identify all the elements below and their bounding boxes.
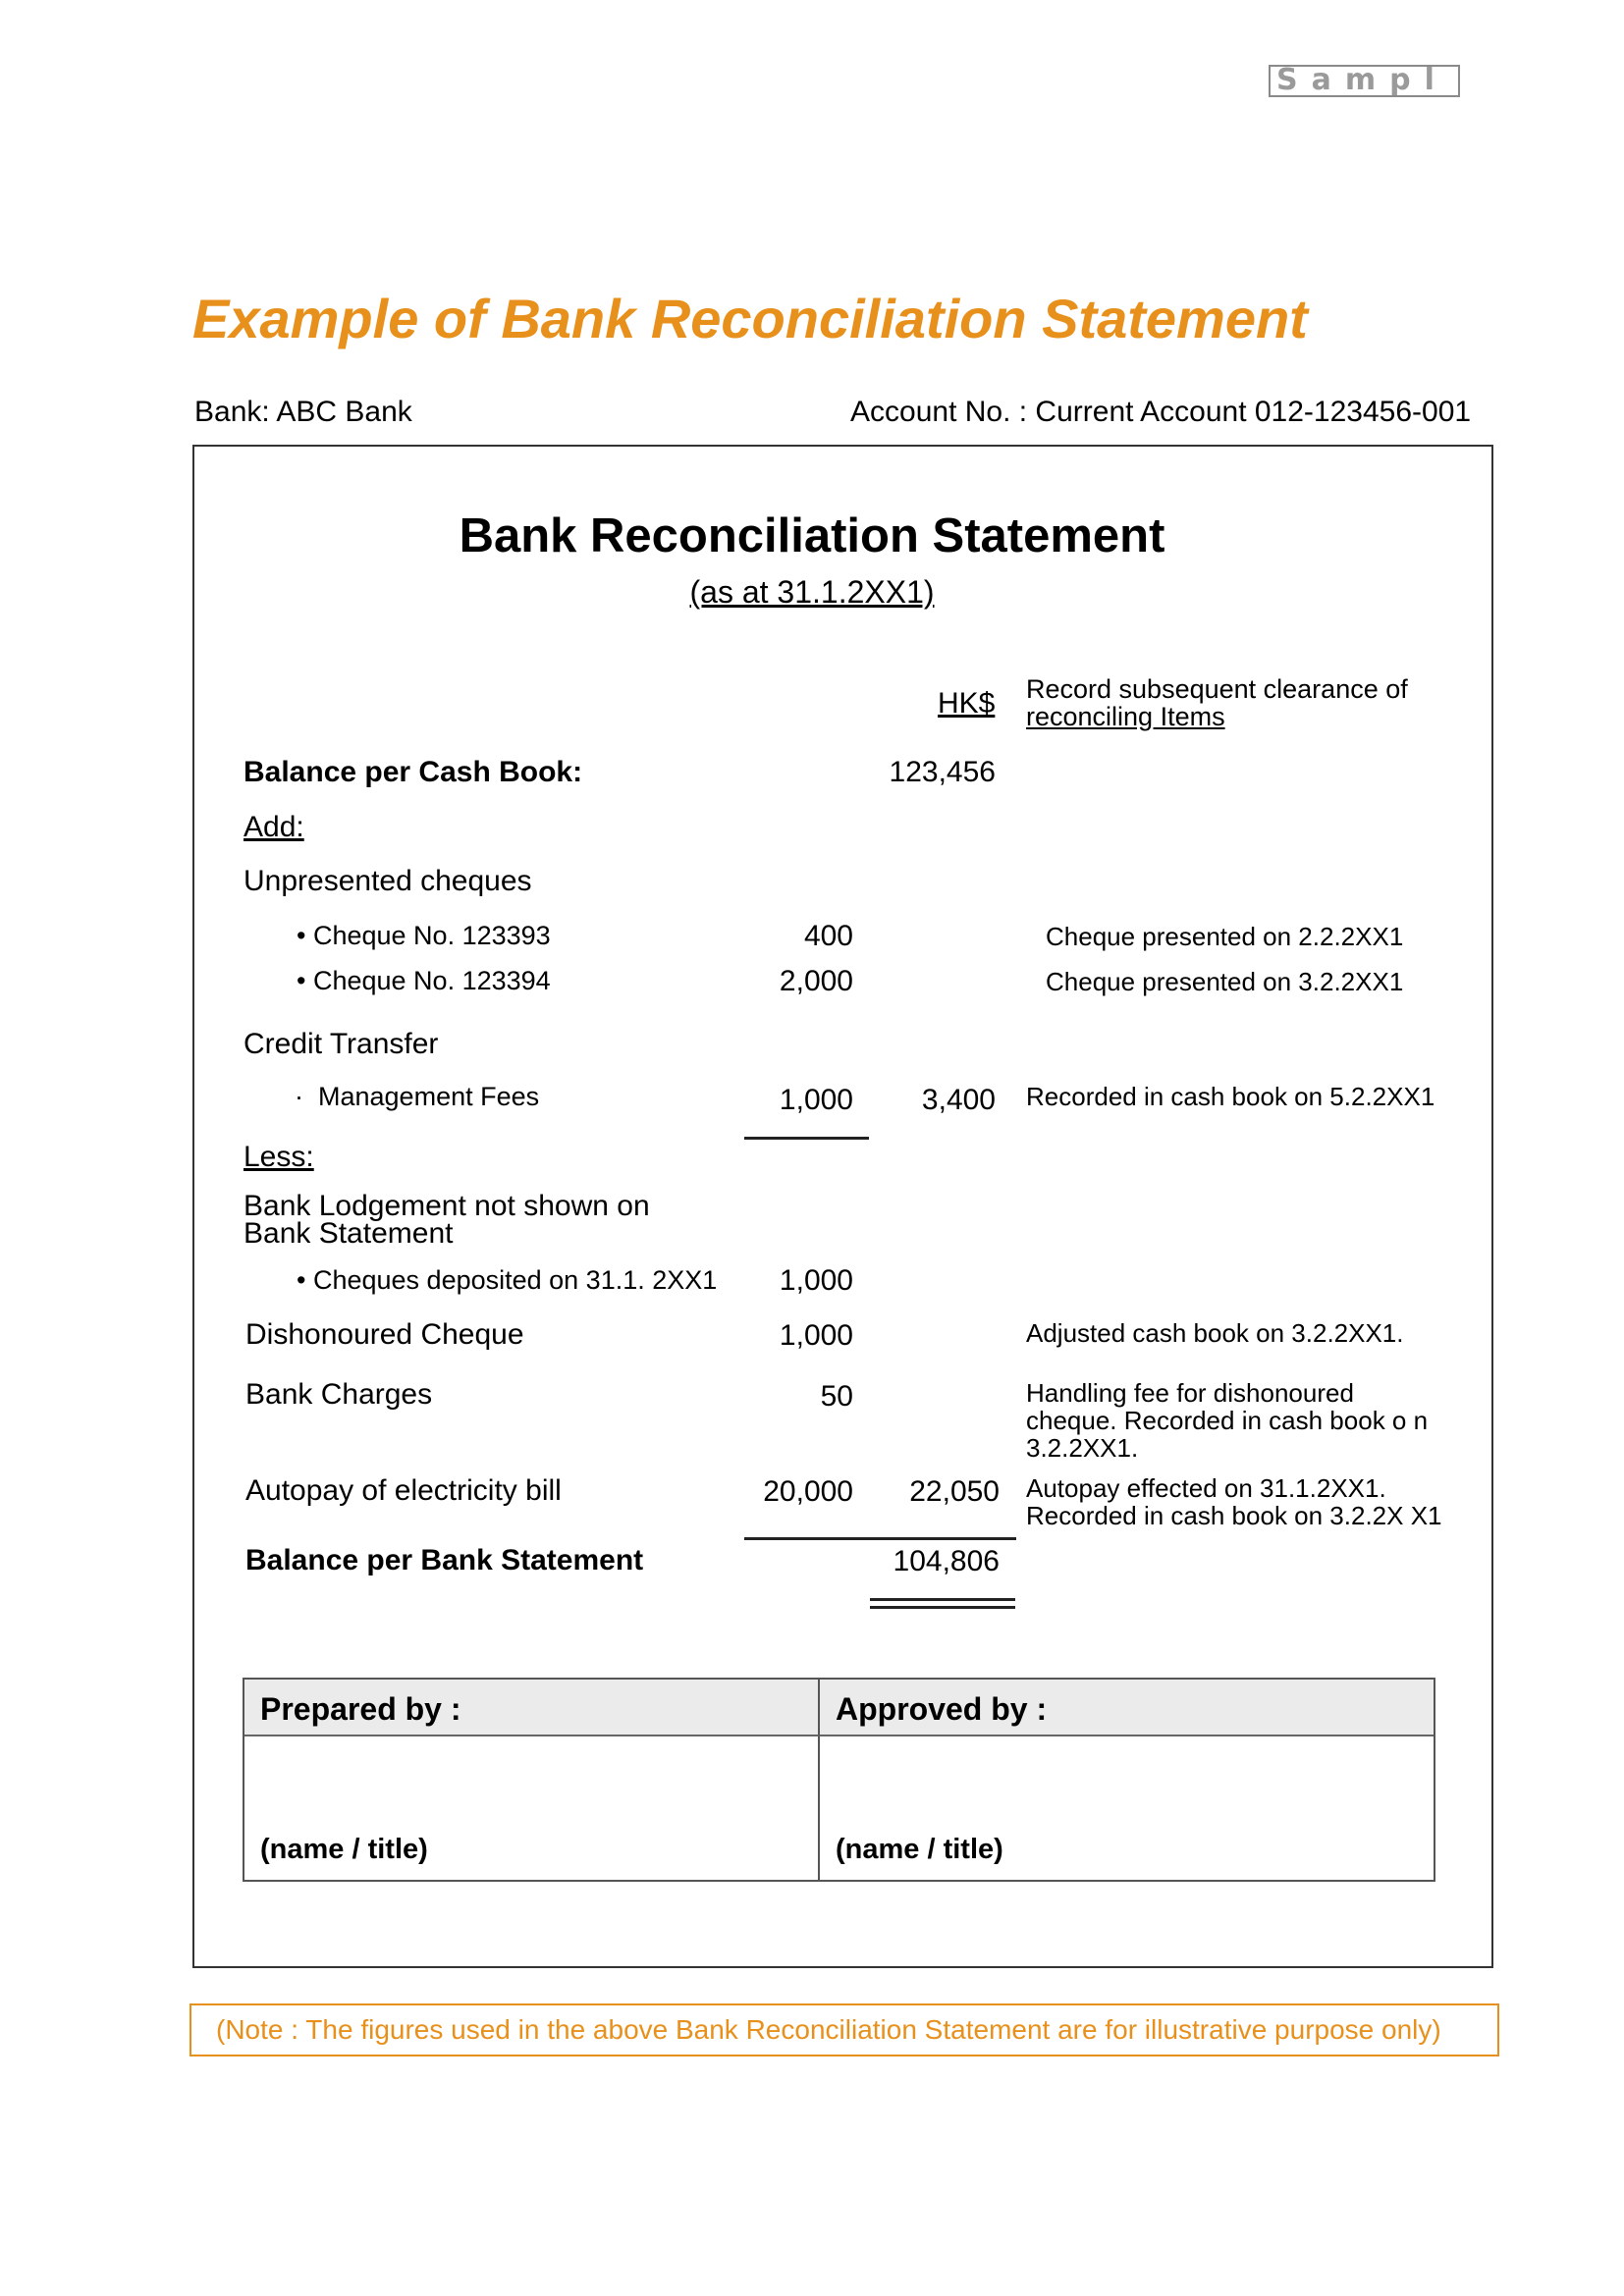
autopay-remark <box>1026 1474 1442 1529</box>
remarks-header-line1: Record subsequent clearance of <box>1026 674 1408 704</box>
management-fees-amount: 1,000 <box>779 1084 853 1116</box>
bank-charges-remark-line3: 3.2.2XX1. <box>1026 1433 1139 1463</box>
double-rule-bottom <box>870 1606 1015 1609</box>
dishonoured-cheque-amount: 1,000 <box>779 1319 853 1352</box>
management-fees-label: Management Fees <box>318 1082 540 1111</box>
bank-lodgement-line1: Bank Lodgement not shown on <box>244 1190 650 1222</box>
prepared-by-header: Prepared by : <box>244 1680 820 1736</box>
bank-charges-remark <box>1026 1379 1428 1462</box>
bank-charges-remark-line1: Handling fee for dishonoured <box>1026 1378 1354 1408</box>
statement-title: Bank Reconciliation Statement <box>459 509 1165 562</box>
management-fees-remark: Recorded in cash book on 5.2.2XX1 <box>1026 1082 1435 1111</box>
deductions-total: 22,050 <box>909 1475 1000 1508</box>
sample-stamp: Sampl <box>1269 65 1460 97</box>
balance-bank-statement-label: Balance per Bank Statement <box>245 1544 644 1576</box>
cheque-2-remark: Cheque presented on 3.2.2XX1 <box>1046 967 1404 996</box>
prepared-by-field <box>244 1736 820 1880</box>
statement-date-text: (as at 31.1.2XX1) <box>689 574 935 610</box>
cheques-deposited-amount: 1,000 <box>779 1264 853 1297</box>
autopay-label: Autopay of electricity bill <box>245 1474 562 1507</box>
add-label: Add: <box>244 811 304 843</box>
cheques-deposited-row: • Cheques deposited on 31.1. 2XX1 <box>297 1265 718 1295</box>
approved-by-field <box>820 1736 1434 1880</box>
bank-charges-amount: 50 <box>820 1380 853 1413</box>
autopay-amount: 20,000 <box>763 1475 853 1508</box>
double-rule-top <box>870 1598 1015 1601</box>
less-label: Less: <box>244 1141 314 1173</box>
balance-cash-book-label: Balance per Cash Book: <box>244 756 583 788</box>
cheque-1-remark: Cheque presented on 2.2.2XX1 <box>1046 922 1404 951</box>
credit-transfer-label: Credit Transfer <box>244 1028 439 1060</box>
page-title: Example of Bank Reconciliation Statement <box>192 288 1308 349</box>
management-fees-row: · Management Fees <box>295 1082 540 1111</box>
autopay-remark-line2: Recorded in cash book on 3.2.2X X1 <box>1026 1501 1442 1530</box>
remarks-header <box>1026 675 1408 730</box>
signoff-table <box>243 1678 1435 1882</box>
account-number: Account No. : Current Account 012-123456-001 <box>850 396 1472 428</box>
illustrative-note: (Note : The figures used in the above Bank Reconciliation Statement are for illustrative purpose only) <box>189 2003 1499 2056</box>
remarks-header-line2: reconciling Items <box>1026 702 1225 731</box>
statement-date <box>0 574 1624 611</box>
bank-lodgement-line2: Bank Statement <box>244 1217 454 1250</box>
bank-name: Bank: ABC Bank <box>194 396 412 428</box>
dishonoured-cheque-remark: Adjusted cash book on 3.2.2XX1. <box>1026 1318 1404 1348</box>
prepared-by-name: (name / title) <box>260 1834 428 1865</box>
bank-charges-remark-line2: cheque. Recorded in cash book o n <box>1026 1406 1429 1435</box>
cheque-1-row: • Cheque No. 123393 <box>297 921 551 950</box>
cheques-deposited-label: Cheques deposited on 31.1. 2XX1 <box>312 1265 718 1295</box>
bank-lodgement-label <box>244 1190 650 1250</box>
cheque-2-amount: 2,000 <box>779 965 853 997</box>
subtotal-rule-deductions <box>744 1537 1016 1540</box>
cheque-1-label: Cheque No. 123393 <box>312 921 551 950</box>
dishonoured-cheque-label: Dishonoured Cheque <box>245 1318 524 1351</box>
unpresented-cheques-label: Unpresented cheques <box>244 865 532 897</box>
approved-by-header: Approved by : <box>820 1680 1434 1736</box>
currency-header: HK$ <box>938 687 996 720</box>
autopay-remark-line1: Autopay effected on 31.1.2XX1. <box>1026 1473 1386 1503</box>
cheque-2-row: • Cheque No. 123394 <box>297 966 551 995</box>
cheque-2-label: Cheque No. 123394 <box>312 966 551 995</box>
approved-by-name: (name / title) <box>836 1834 1003 1865</box>
subtotal-rule-additions <box>744 1137 869 1140</box>
bank-charges-label: Bank Charges <box>245 1378 433 1411</box>
cheque-1-amount: 400 <box>803 920 853 952</box>
balance-cash-book-total: 123,456 <box>889 756 996 788</box>
balance-bank-statement-total: 104,806 <box>893 1545 1000 1577</box>
additions-total: 3,400 <box>921 1084 996 1116</box>
